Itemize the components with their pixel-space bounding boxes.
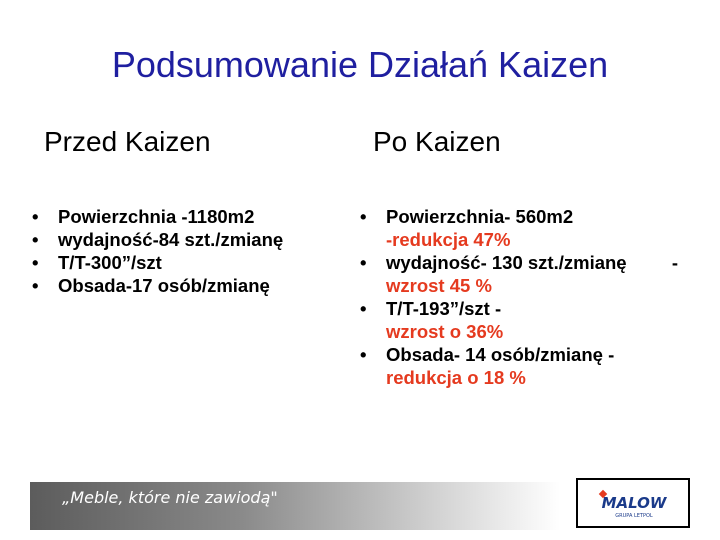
after-crew-change: redukcja o 18 % bbox=[386, 367, 526, 388]
after-tt-text: T/T-193”/szt - bbox=[386, 298, 502, 319]
after-tt-change: wzrost o 36% bbox=[386, 321, 504, 342]
after-output-dash: - bbox=[671, 252, 678, 273]
before-item-takt-time: • T/T-300”/szt bbox=[30, 251, 365, 274]
before-item-output: • wydajność-84 szt./zmianę bbox=[30, 228, 365, 251]
before-list bbox=[30, 205, 365, 297]
after-item-takt-time bbox=[358, 297, 678, 343]
after-output-text: wydajność- 130 szt./zmianę bbox=[386, 252, 627, 273]
after-area-change: -redukcja 47% bbox=[386, 229, 511, 250]
slide-title: Podsumowanie Działań Kaizen bbox=[111, 44, 609, 85]
logo-subtext: GRUPA LETPOL bbox=[615, 513, 653, 519]
logo-text: MALOW bbox=[601, 494, 667, 512]
after-item-crew bbox=[358, 343, 678, 389]
company-logo bbox=[576, 478, 690, 528]
after-item-output bbox=[358, 251, 678, 297]
footer-slogan: „Meble, które nie zawiodą" bbox=[62, 488, 278, 507]
after-output-change: wzrost 45 % bbox=[386, 275, 492, 296]
before-heading: Przed Kaizen bbox=[44, 126, 211, 157]
after-list bbox=[358, 205, 678, 389]
after-crew-text: Obsada- 14 osób/zmianę - bbox=[386, 344, 615, 365]
after-item-area bbox=[358, 205, 678, 251]
before-item-crew: • Obsada-17 osób/zmianę bbox=[30, 274, 365, 297]
malow-logo-icon bbox=[578, 480, 688, 526]
after-area-text: Powierzchnia- 560m2 bbox=[386, 206, 574, 227]
after-heading: Po Kaizen bbox=[373, 126, 501, 157]
before-item-area: • Powierzchnia -1180m2 bbox=[30, 205, 365, 228]
